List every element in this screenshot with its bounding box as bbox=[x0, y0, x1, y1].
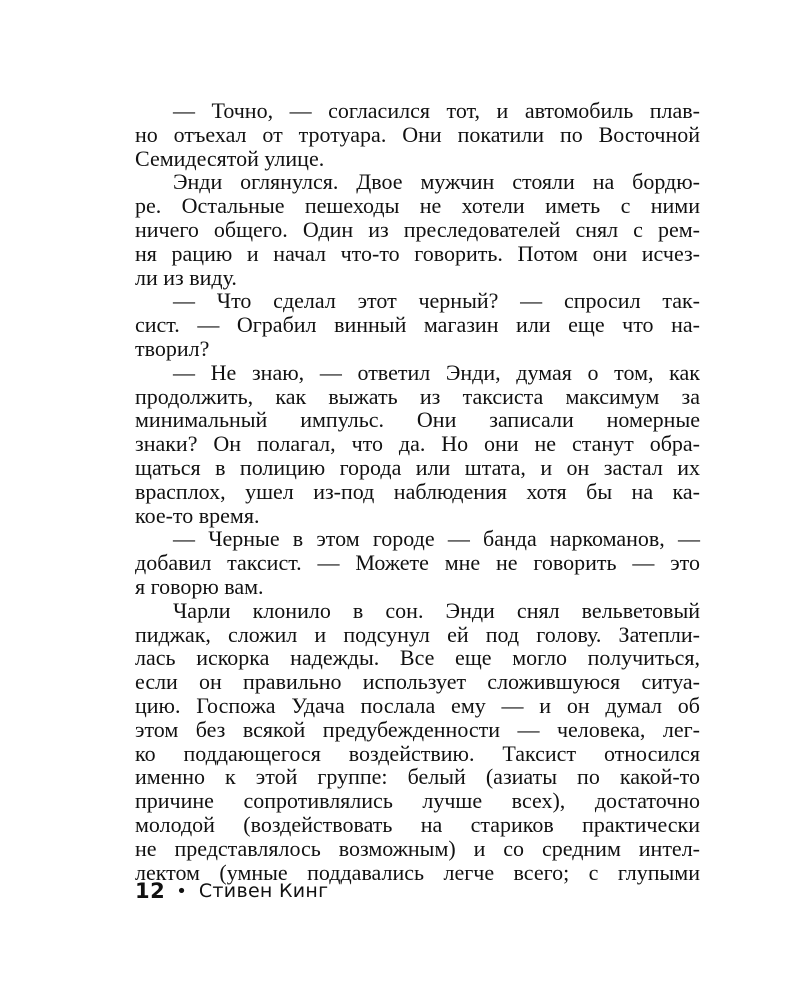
text-line: ко поддающегося воздействию. Таксист относился bbox=[135, 740, 700, 766]
text-line: — Черные в этом городе — банда наркоманов, — bbox=[173, 526, 700, 552]
text-line: ре. Остальные пешеходы не хотели иметь с ними bbox=[135, 193, 700, 219]
text-line: причине сопротивлялись лучше всех), достаточно bbox=[135, 788, 700, 814]
text-line: цию. Госпожа Удача послала ему — и он думал об bbox=[135, 692, 700, 718]
text-line: ли из виду. bbox=[135, 264, 237, 290]
body-text bbox=[135, 99, 700, 884]
text-line: этом без всякой предубежденности — человека, лег- bbox=[135, 716, 700, 742]
text-line: продолжить, как выжать из таксиста максимум за bbox=[135, 383, 700, 409]
text-line: не представлялось возможным) и со средним интел- bbox=[135, 835, 700, 861]
text-line: ня рацию и начал что-то говорить. Потом они исчез- bbox=[135, 240, 700, 266]
text-line: творил? bbox=[135, 335, 210, 361]
text-line: минимальный импульс. Они записали номерные bbox=[135, 407, 700, 433]
text-line: ничего общего. Один из преследователей снял с рем- bbox=[135, 216, 700, 242]
text-line: врасплох, ушел из-под наблюдения хотя бы на ка- bbox=[135, 478, 700, 504]
text-line: именно к этой группе: белый (азиаты по какой-то bbox=[135, 764, 700, 790]
text-line: — Не знаю, — ответил Энди, думая о том, как bbox=[173, 359, 700, 385]
page-footer bbox=[135, 879, 328, 903]
text-line: — Точно, — согласился тот, и автомобиль плав- bbox=[173, 98, 700, 123]
text-line: лектом (умные поддавались легче всего; с глупыми bbox=[135, 859, 700, 885]
text-line: молодой (воздействовать на стариков практически bbox=[135, 811, 700, 837]
text-line: лась искорка надежды. Все еще могло получиться, bbox=[135, 645, 700, 671]
text-line: Энди оглянулся. Двое мужчин стояли на бордю- bbox=[173, 169, 700, 195]
text-line: Семидесятой улице. bbox=[135, 145, 325, 171]
text-line: — Что сделал этот черный? — спросил так- bbox=[173, 288, 700, 314]
running-title: Стивен Кинг bbox=[198, 880, 329, 902]
text-line: если он правильно использует сложившуюся ситуа- bbox=[135, 669, 700, 695]
text-line: кое-то время. bbox=[135, 502, 260, 528]
text-line: добавил таксист. — Можете мне не говорить — это bbox=[135, 550, 700, 576]
text-line: но отъехал от тротуара. Они покатили по Восточной bbox=[135, 121, 700, 147]
page-number: 12 bbox=[135, 879, 166, 903]
text-line: щаться в полицию города или штата, и он застал их bbox=[135, 454, 700, 480]
text-line: я говорю вам. bbox=[135, 573, 264, 599]
text-line: пиджак, сложил и подсунул ей под голову. Затепли- bbox=[135, 621, 700, 647]
text-line: Чарли клонило в сон. Энди снял вельветовый bbox=[173, 597, 700, 623]
text-line: сист. — Ограбил винный магазин или еще что на- bbox=[135, 312, 700, 338]
text-line: знаки? Он полагал, что да. Но они не станут обра- bbox=[135, 431, 700, 457]
footer-separator: • bbox=[176, 880, 187, 902]
